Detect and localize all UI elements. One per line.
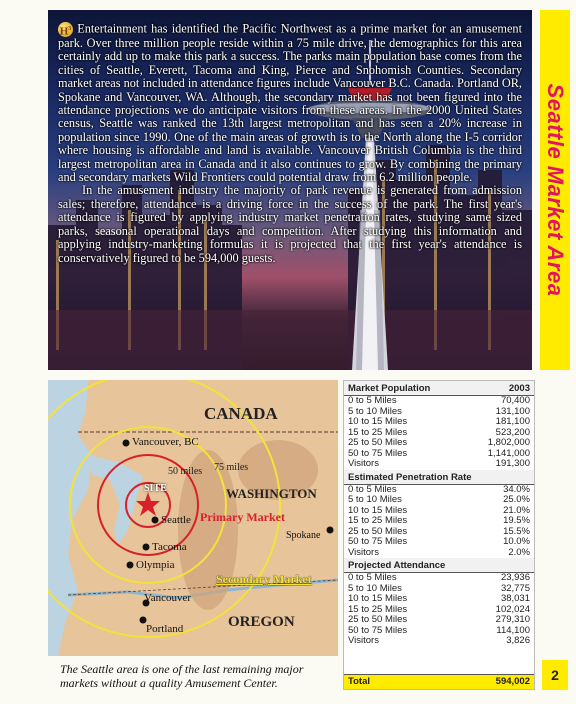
table-row: 15 to 25 Miles 523,200 (348, 426, 530, 438)
projected-attendance-header (344, 558, 534, 573)
table-row: 25 to 50 Miles 15.5% (348, 525, 530, 537)
total-value: 594,002 (495, 676, 530, 687)
table-row: 10 to 15 Miles 181,100 (348, 416, 530, 427)
map-city-seattle: Seattle (161, 514, 191, 526)
table-row: 50 to 75 Miles 10.0% (348, 536, 530, 547)
map-city-portland: Portland (146, 623, 184, 635)
map-primary-market-label: Primary Market (200, 510, 285, 524)
h3-logo-icon: $H^3$ (58, 22, 73, 37)
table-row: 25 to 50 Miles 279,310 (348, 614, 530, 625)
table-row: Visitors 191,300 (348, 458, 530, 469)
table-row: 0 to 5 Miles 70,400 (348, 395, 530, 406)
table-row: 10 to 15 Miles 21.0% (348, 504, 530, 516)
map-city-tacoma: Tacoma (152, 541, 187, 553)
market-population-title: Market Population (348, 383, 431, 394)
map-city-vancouver-bc: Vancouver, BC (132, 436, 199, 448)
map-radius-75: 75 miles (214, 462, 249, 473)
intro-copy (58, 22, 522, 265)
penetration-rate-rows (344, 485, 534, 559)
section-title: Seattle Market Area (543, 83, 568, 297)
map-city-vancouver-wa: Vancouver (144, 592, 192, 604)
intro-paragraph-1 (58, 22, 522, 184)
penetration-rate-title: Estimated Penetration Rate (348, 471, 472, 483)
total-label: Total (348, 676, 370, 687)
section-sidebar (540, 10, 570, 370)
projected-attendance-title: Projected Attendance (348, 560, 446, 571)
table-row: 5 to 10 Miles 25.0% (348, 494, 530, 505)
site-star-icon (136, 492, 160, 516)
market-data-table (343, 380, 535, 690)
page-number: 2 (542, 660, 568, 690)
map-label-canada: CANADA (204, 404, 278, 423)
market-map (48, 380, 338, 656)
table-row: Visitors 3,826 (348, 635, 530, 646)
table-row: 15 to 25 Miles 102,024 (348, 603, 530, 615)
table-row: 50 to 75 Miles 1,141,000 (348, 447, 530, 459)
table-row: 15 to 25 Miles 19.5% (348, 515, 530, 526)
table-row: 0 to 5 Miles 34.0% (348, 483, 530, 495)
map-label-oregon: OREGON (228, 614, 295, 630)
map-city-olympia: Olympia (136, 559, 175, 571)
table-row: 10 to 15 Miles 38,031 (348, 593, 530, 604)
table-row: 50 to 75 Miles 114,100 (348, 624, 530, 636)
map-secondary-market-label: Secondary Market (216, 572, 312, 586)
seattle-skyline-photo (48, 10, 532, 370)
market-population-header (344, 381, 534, 396)
table-row: 5 to 10 Miles 32,775 (348, 582, 530, 594)
table-row: 25 to 50 Miles 1,802,000 (348, 437, 530, 448)
table-row: 5 to 10 Miles 131,100 (348, 405, 530, 417)
intro-paragraph-2: In the amusement industry the majority of park revenue is generated from admission sales; therefore, attendance is a driving force in the success of the park. The first year's attendance is figured by applying industry market penetration rates, studying same sized parks, seasonal operational days and competition. After studying this information and applying industry-marketing formulas it is projected that the first year's attendance is conservatively figured to be 594,000 guests. (58, 183, 522, 265)
map-radius-50: 50 miles (168, 466, 203, 477)
penetration-rate-header (344, 470, 534, 485)
total-row (344, 674, 534, 689)
table-row: Visitors 2.0% (348, 546, 530, 558)
table-row: 0 to 5 Miles 23,936 (348, 572, 530, 583)
map-site-label: SITE (144, 483, 167, 494)
projected-attendance-rows (344, 573, 534, 647)
map-label-washington: WASHINGTON (226, 486, 317, 501)
map-city-spokane: Spokane (286, 530, 321, 541)
intro-paragraph-1-text: Entertainment has identified the Pacific Northwest as a prime market for an amusement park. Over three million people reside within a 75 mile drive, the demographics for this area certainly add up to make this park a success. The parks main population base comes from the cities of Seattle, Everett, Tacoma and King, Pierce and Snohomish Counties. Secondary market areas not included in attendance figures include Vancouver B.C. Canada. Portland OR, Spokane and Vancouver, WA. Although, the secondary market has not been figured into the attendance projections we do anticipate visitors from these areas. In the 2000 United States census, Seattle was ranked the 13th largest metropolitan and has seen a 20% increase in population since 1990. One of the main areas of growth is to the North along the I-5 corridor where housing is affordable and land is available. Vancouver British Columbia is the third largest metropolitan area in Canada and it also continues to grow. By combining the primary and secondary markets Wild Frontiers could potential draw from 6.2 million people. (58, 21, 522, 185)
map-caption: The Seattle area is one of the last remaining major markets without a quality Amusement Center. (60, 662, 304, 690)
market-population-year: 2003 (508, 383, 530, 394)
market-population-rows (344, 396, 534, 470)
